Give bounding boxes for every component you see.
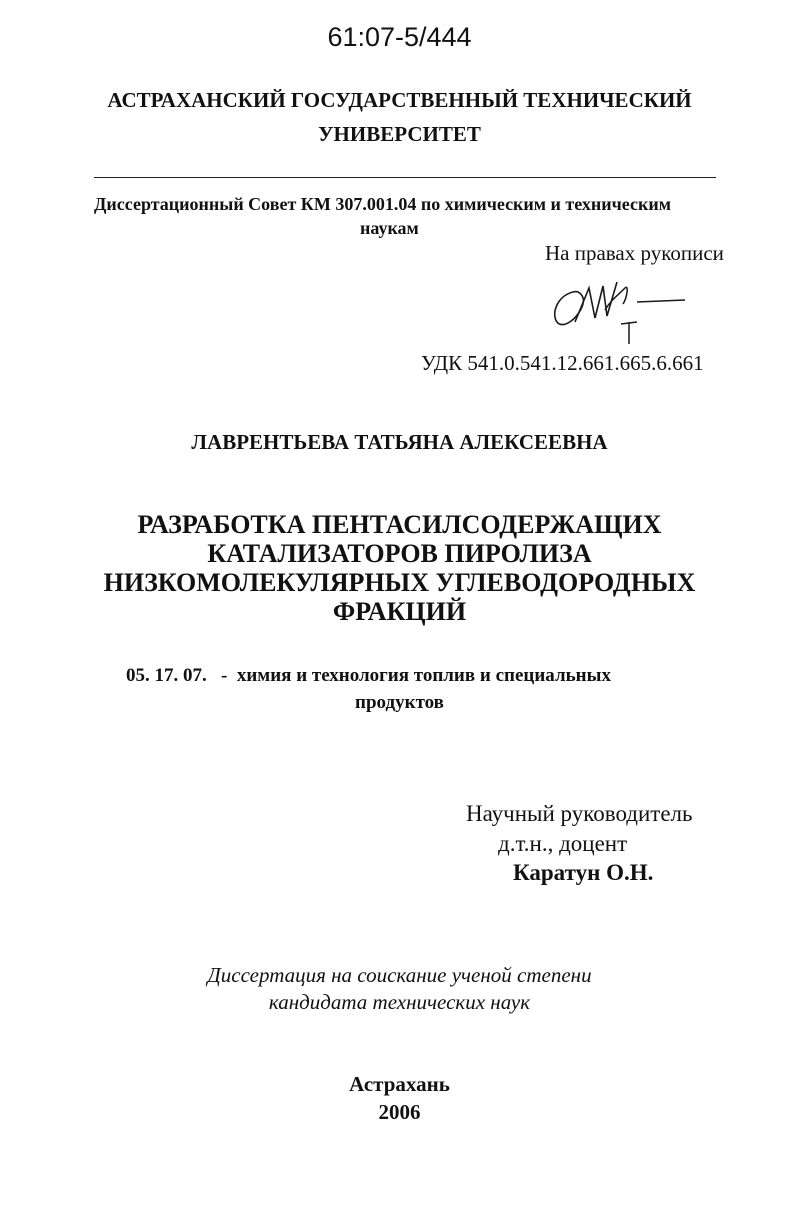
council-line-1: Диссертационный Совет КМ 307.001.04 по химическим и техническим xyxy=(94,194,671,214)
handwritten-signature xyxy=(545,270,695,350)
manuscript-rights-note: На правах рукописи xyxy=(545,241,724,265)
divider-rule xyxy=(94,177,716,178)
year: 2006 xyxy=(378,1100,421,1124)
thesis-title-line: РАЗРАБОТКА ПЕНТАСИЛСОДЕРЖАЩИХ xyxy=(137,510,662,539)
thesis-title-line: ФРАКЦИЙ xyxy=(332,597,467,626)
council-line-2: наукам xyxy=(360,218,419,238)
university-name-line-1: АСТРАХАНСКИЙ ГОСУДАРСТВЕННЫЙ ТЕХНИЧЕСКИЙ xyxy=(107,88,692,112)
supervisor-role: Научный руководитель xyxy=(466,801,693,826)
author-name: ЛАВРЕНТЬЕВА ТАТЬЯНА АЛЕКСЕЕВНА xyxy=(191,430,608,454)
thesis-title-line: НИЗКОМОЛЕКУЛЯРНЫХ УГЛЕВОДОРОДНЫХ xyxy=(103,568,696,597)
thesis-title-line: КАТАЛИЗАТОРОВ ПИРОЛИЗА xyxy=(207,539,592,568)
supervisor-degree: д.т.н., доцент xyxy=(498,831,628,856)
university-name-line-2: УНИВЕРСИТЕТ xyxy=(318,122,481,146)
dissertation-purpose-line-2: кандидата технических наук xyxy=(268,990,531,1014)
dissertation-purpose-line-1: Диссертация на соискание ученой степени xyxy=(207,963,592,987)
supervisor-name: Каратун О.Н. xyxy=(513,860,654,885)
thesis-title xyxy=(0,510,799,626)
udk-code: УДК 541.0.541.12.661.665.6.661 xyxy=(421,351,704,375)
shelfmark: 61:07-5/444 xyxy=(327,22,472,52)
specialty-line-1: 05. 17. 07. - химия и технология топлив и специальных xyxy=(126,665,611,686)
specialty-line-2: продуктов xyxy=(355,692,444,713)
city: Астрахань xyxy=(349,1072,450,1096)
